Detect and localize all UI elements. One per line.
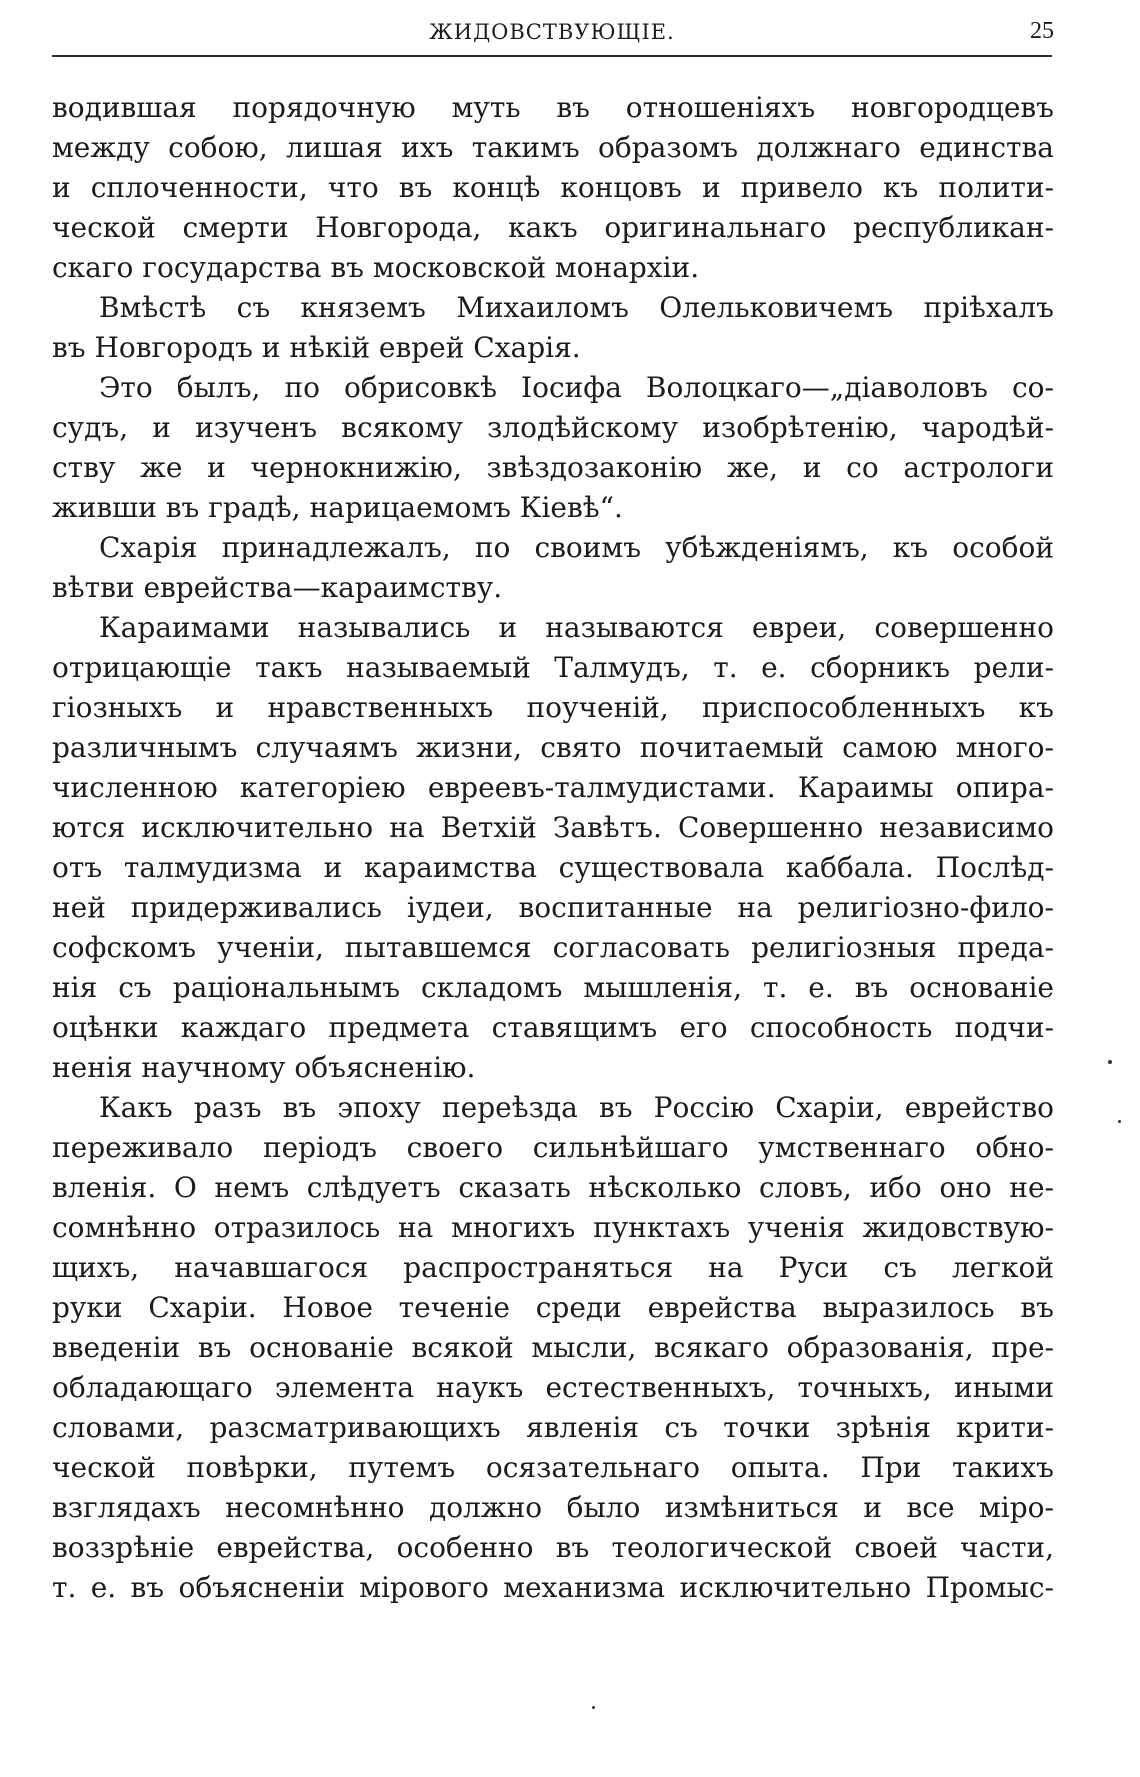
text-line: нія съ раціональнымъ складомъ мышленія, т. е. въ основаніе [52, 971, 1054, 1004]
text-line: между собою, лишая ихъ такимъ образомъ должнаго единства [52, 131, 1054, 164]
text-line: т. е. въ объясненіи мірового механизма исключительно Промыс- [52, 1571, 1054, 1604]
text-line: судъ, и изученъ всякому злодѣйскому изобрѣтенію, чародѣй- [52, 411, 1054, 444]
header-rule [52, 55, 1052, 57]
text-line: скаго государства въ московской монархіи. [52, 251, 700, 284]
text-line: словами, разсматривающихъ явленія съ точки зрѣнія крити- [52, 1411, 1054, 1444]
print-speck [1108, 1060, 1112, 1064]
text-line: взглядахъ несомнѣнно должно было измѣниться и все міро- [52, 1491, 1054, 1524]
text-line: Это былъ, по обрисовкѣ Іосифа Волоцкаго—„діаволовъ со- [99, 371, 1054, 404]
text-line: Вмѣстѣ съ княземъ Михаиломъ Олельковичемъ пріѣхалъ [99, 291, 1054, 324]
text-line: вѣтви еврейства—караимству. [52, 571, 503, 604]
text-line: водившая порядочную муть въ отношеніяхъ новгородцевъ [52, 91, 1054, 124]
text-line: ческой смерти Новгорода, какъ оригинальнаго республикан- [52, 211, 1054, 244]
text-line: ются исключительно на Ветхій Завѣтъ. Совершенно независимо [52, 811, 1054, 844]
text-line: въ Новгородъ и нѣкій еврей Схарія. [52, 331, 581, 364]
running-head [52, 14, 1052, 50]
text-line: софскомъ ученіи, пытавшемся согласовать религіозныя преда- [52, 931, 1054, 964]
text-line: ненія научному объясненію. [52, 1051, 476, 1084]
text-line: ческой повѣрки, путемъ осязательнаго опыта. При такихъ [52, 1451, 1054, 1484]
print-speck [1118, 1120, 1121, 1123]
running-title: ЖИДОВСТВУЮЩІЕ. [429, 20, 675, 44]
text-line: вленія. О немъ слѣдуетъ сказать нѣсколько словъ, ибо оно не- [52, 1171, 1054, 1204]
text-line: и сплоченности, что въ концѣ концовъ и привело къ полити- [52, 171, 1054, 204]
text-line: гіозныхъ и нравственныхъ поученій, приспособленныхъ къ [52, 691, 1054, 724]
text-line: живши въ градѣ, нарицаемомъ Кіевѣ“. [52, 491, 623, 524]
text-line: ству же и чернокнижію, звѣздозаконію же, и со астрологи [52, 451, 1054, 484]
text-line: оцѣнки каждаго предмета ставящимъ его способность подчи- [52, 1011, 1054, 1044]
text-line: различнымъ случаямъ жизни, свято почитаемый самою много- [52, 731, 1054, 764]
text-line: численною категоріею евреевъ-талмудистами. Караимы опира- [52, 771, 1054, 804]
text-line: Какъ разъ въ эпоху переѣзда въ Россію Схаріи, еврейство [99, 1091, 1054, 1124]
text-line: щихъ, начавшагося распространяться на Руси съ легкой [52, 1251, 1054, 1284]
text-line: сомнѣнно отразилось на многихъ пунктахъ ученія жидовствую- [52, 1211, 1054, 1244]
text-line: Караимами назывались и называются евреи, совершенно [99, 611, 1054, 644]
text-line: переживало періодъ своего сильнѣйшаго умственнаго обно- [52, 1131, 1054, 1164]
text-line: обладающаго элемента наукъ естественныхъ, точныхъ, иными [52, 1371, 1054, 1404]
page-number: 25 [1030, 18, 1054, 44]
text-line: отрицающіе такъ называемый Талмудъ, т. е. сборникъ рели- [52, 651, 1054, 684]
text-line: воззрѣніе еврейства, особенно въ теологической своей части, [52, 1531, 1054, 1564]
text-line: руки Схаріи. Новое теченіе среди еврейства выразилось въ [52, 1291, 1054, 1324]
print-speck [592, 1706, 595, 1709]
text-line: введеніи въ основаніе всякой мысли, всякаго образованія, пре- [52, 1331, 1054, 1364]
text-line: Схарія принадлежалъ, по своимъ убѣжденіямъ, къ особой [99, 531, 1054, 564]
body-text [52, 88, 1054, 1608]
text-line: отъ талмудизма и караимства существовала каббала. Послѣд- [52, 851, 1054, 884]
text-line: ней придерживались іудеи, воспитанные на религіозно-фило- [52, 891, 1054, 924]
